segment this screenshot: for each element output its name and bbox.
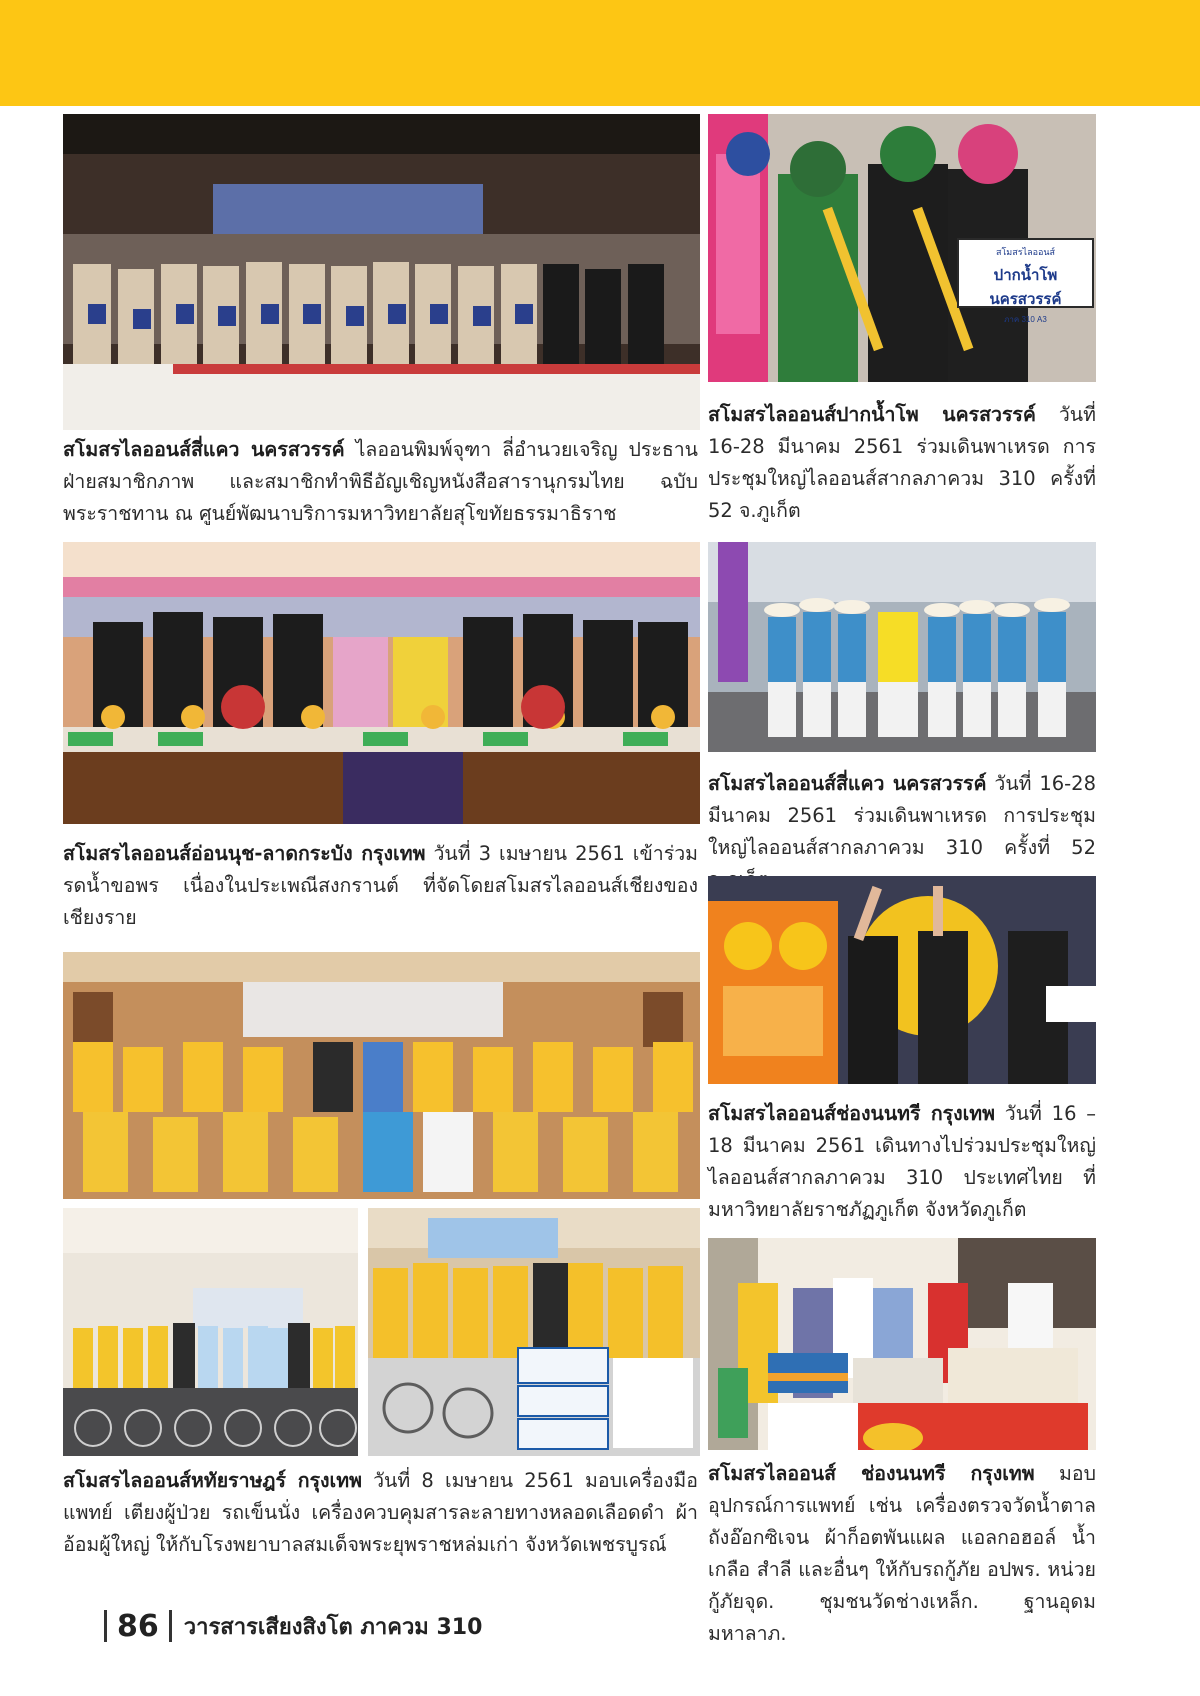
caption-5: สโมสรไลออนส์ช่องนนทรี กรุงเทพ วันที่ 16 – 18 มีนาคม 2561 เดินทางไปร่วมประชุมใหญ่ไลออนส์สากลภาควม 310 ประเทศไทย ที่มหาวิทยาลัยราชภัฏภูเก็ต จังหวัดภูเก็ต <box>708 1102 1097 1221</box>
wheelchairs-group-photo <box>63 1208 358 1456</box>
parade-costume-photo <box>708 114 1096 382</box>
supplies-handover-photo <box>708 1238 1096 1450</box>
footer-divider-right <box>169 1610 172 1642</box>
caption-2: สโมสรไลออนส์ปากน้ำโพ นครสวรรค์ วันที่ 16-28 มีนาคม 2561 ร่วมเดินพาเหรด การประชุมใหญ่ไลออนส์สากลภาควม 310 ครั้งที่ 52 จ.ภูเก็ต <box>708 403 1096 522</box>
convention-celebration-photo <box>708 876 1096 1084</box>
page-number: 86 <box>117 1608 159 1644</box>
page-footer <box>104 1606 482 1646</box>
group-photo-certificates <box>63 114 700 430</box>
medical-supplies-photo <box>368 1208 700 1456</box>
caption-1: สโมสรไลออนส์สี่แคว นครสวรรค์ ไลออนพิมพ์จุฑา ลี่อำนวยเจริญ ประธานฝ่ายสมาชิกภาพ และสมาชิกทำพิธีอัญเชิญหนังสือสารานุกรมไทย ฉบับพระราชทาน ณ ศูนย์พัฒนาบริการมหาวิทยาลัยสุโขทัยธรรมาธิราช <box>63 438 699 525</box>
caption-3: สโมสรไลออนส์อ่อนนุช-ลาดกระบัง กรุงเทพ วันที่ 3 เมษายน 2561 เข้าร่วมรดน้ำขอพร เนื่องในประเพณีสงกรานต์ ที่จัดโดยสโมสรไลออนส์เชียงของ เชียงราย <box>63 842 698 929</box>
donation-group-photo <box>63 952 700 1199</box>
caption-6: สโมสรไลออนส์หทัยราษฎร์ กรุงเทพ วันที่ 8 เมษายน 2561 มอบเครื่องมือแพทย์ เตียงผู้ป่วย รถเข็นนั่ง เครื่องควบคุมสารละลายทางหลอดเลือดดำ ผ้าอ้อมผู้ใหญ่ ให้กับโรงพยาบาลสมเด็จพระยุพราชหล่มเก่า จังหวัดเพชรบูรณ์ <box>63 1469 698 1556</box>
caption-4: สโมสรไลออนส์สี่แคว นครสวรรค์ วันที่ 16-28 มีนาคม 2561 ร่วมเดินพาเหรด การประชุมใหญ่ไลออนส์สากลภาควม 310 ครั้งที่ 52 <box>708 772 1096 859</box>
header-bar <box>0 0 1200 106</box>
songkran-ceremony-photo <box>63 542 700 824</box>
footer-divider-left <box>104 1610 107 1642</box>
caption-7: สโมสรไลออนส์ ช่องนนทรี กรุงเทพ มอบอุปกรณ์การแพทย์ เช่น เครื่องตรวจวัดน้ำตาล ถังอ๊อกซิเจน ผ้าก็อตพันแผล แอลกอฮอล์ น้ำเกลือ สำลี และอื่นๆ ให้กับรถกู้ภัย อปพร. หน่วยกู้ภัยจุด. ชุมชนวัดช่างเหล็ก. ฐานอุดม มหาลาภ. <box>708 1462 1096 1645</box>
journal-title: วารสารเสียงสิงโต ภาควม 310 <box>183 1614 483 1640</box>
sign-placard: สโมสรไลออนส์ ปากน้ำโพ นครสวรรค์ ภาค 310 A3 <box>989 247 1062 324</box>
parade-yellow-shirts-photo <box>708 542 1096 752</box>
